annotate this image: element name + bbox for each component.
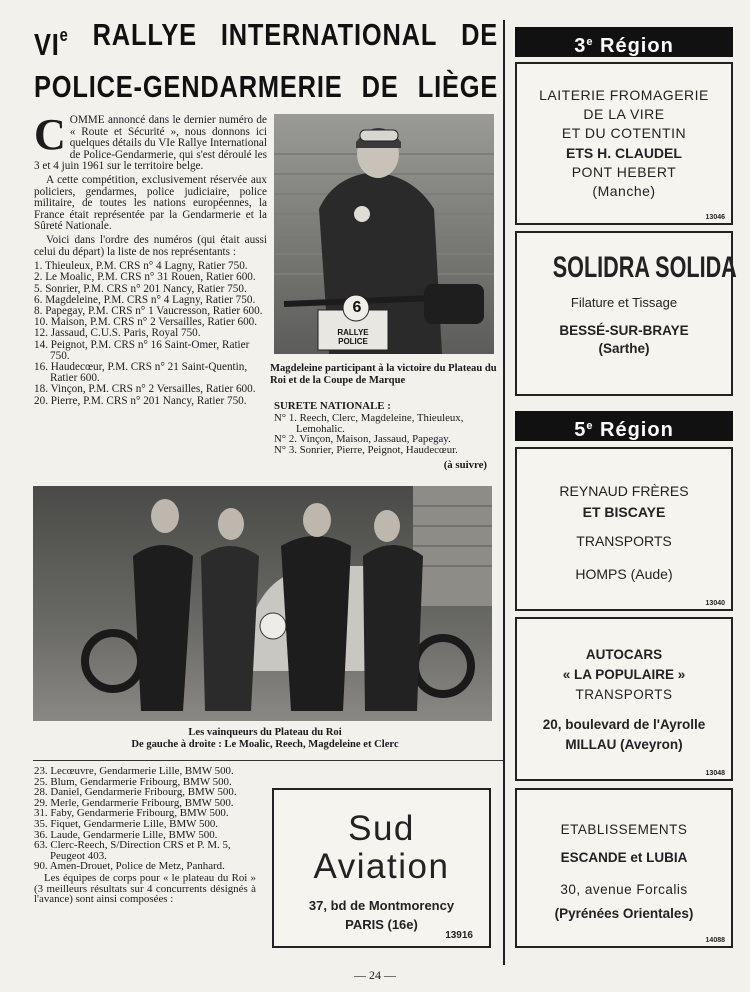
list-item: 1. Thieuleux, P.M. CRS n° 4 Lagny, Ratier 750.	[34, 260, 248, 273]
page-number: — 24 —	[354, 968, 396, 982]
ad-code: 13046	[705, 214, 725, 221]
list-item: 8. Papegay, P.M. CRS n° 1 Vaucresson, Ratier 600.	[34, 304, 263, 317]
headline-word: INTERNATIONAL	[220, 17, 438, 52]
ad-line: TRANSPORTS	[576, 533, 672, 549]
headline-word: POLICE-GENDARMERIE	[34, 69, 343, 104]
intro-paragraph: Voici dans l'ordre des numéros (qui était aussi celui du départ) la liste de nos représentants :	[34, 233, 267, 258]
intro-paragraph: COMME annoncé dans le dernier numéro de « Route et Sécurité », nous donnons ici quelques détails du VIe Rallye International de Police-Gendarmerie, qui s'est déroulé les 3 et 4 juin 1961 sur le territoire belge.	[34, 110, 267, 173]
list-item: 2. Le Moalic, P.M. CRS n° 31 Rouen, Ratier 600.	[34, 271, 256, 284]
ad-line: ETABLISSEMENTS	[560, 822, 688, 837]
intro-paragraph: A cette compétition, exclusivement réservée aux policiers, gendarmes, police judiciaire, police militaire, de toutes les nations européennes, la France était représentée par la Gendarmerie et la Sûreté Nationale.	[34, 173, 267, 233]
headline-word: DE	[461, 17, 499, 52]
ad-address: 37, bd de Montmorency PARIS (16e)	[308, 898, 455, 932]
ad-line: (Manche)	[592, 183, 656, 199]
list-item: 36. Laude, Gendarmerie Lille, BMW 500.	[34, 828, 218, 841]
list-item: 23. Lecœuvre, Gendarmerie Lille, BMW 500.	[34, 765, 234, 777]
ad-line: HOMPS (Aude)	[575, 566, 673, 582]
headline-word: VIe	[34, 25, 69, 62]
list-item: 28. Daniel, Gendarmerie Fribourg, BMW 500.	[34, 786, 237, 799]
team-line: N° 1. Reech, Clerc, Magdeleine, Thieuleux, Lemohalic.	[274, 411, 464, 435]
ad-line: 30, avenue Forcalis	[560, 882, 688, 897]
list-item: 90. Amen-Drouet, Police de Metz, Panhard.	[34, 860, 225, 873]
list-item: 20. Pierre, P.M. CRS n° 201 Nancy, Ratier 750.	[34, 394, 247, 407]
ad-code: 13916	[445, 930, 473, 941]
list-item: 5. Sonrier, P.M. CRS n° 201 Nancy, Ratier 750.	[34, 282, 247, 295]
drop-cap: C	[34, 110, 66, 159]
ad-line: ETS H. CLAUDEL	[566, 145, 682, 161]
ad-line: ET DU COTENTIN	[561, 125, 687, 141]
column-divider	[503, 20, 505, 965]
team-line: N° 2. Vinçon, Maison, Jassaud, Papegay.	[274, 433, 451, 446]
list-item: 18. Vinçon, P.M. CRS n° 2 Versailles, Ratier 600.	[34, 383, 256, 396]
article-intro	[34, 110, 267, 407]
list-item: 12. Jassaud, C.U.S. Paris, Royal 750.	[34, 327, 201, 340]
list-item: 10. Maison, P.M. CRS n° 2 Versailles, Ratier 600.	[34, 316, 258, 329]
photo-caption: Magdeleine participant à la victoire du Plateau du Roi et de la Coupe de Marque	[270, 363, 497, 386]
results-list	[34, 766, 256, 905]
ad-line: (Sarthe)	[598, 341, 650, 356]
region-banner-5: 5e Région	[515, 411, 733, 441]
ad-solidra	[515, 231, 737, 396]
ad-line: 20, boulevard de l'Ayrolle	[542, 717, 706, 732]
photo-caption	[40, 727, 490, 750]
ad-line: AUTOCARS	[585, 647, 663, 662]
ad-line: REYNAUD FRÈRES	[559, 483, 689, 499]
ad-line: « LA POPULAIRE »	[562, 667, 686, 682]
ad-line: (Pyrénées Orientales)	[554, 906, 694, 921]
caption-line: Les vainqueurs du Plateau du Roi	[188, 727, 342, 738]
ad-code: 13048	[705, 770, 725, 777]
ad-code: 13040	[705, 600, 725, 607]
list-item: 25. Blum, Gendarmerie Fribourg, BMW 500.	[34, 775, 232, 788]
photo-winners-group	[33, 486, 492, 721]
surete-teams	[274, 401, 499, 471]
ad-brand: SOLIDRA SOLIDA	[552, 251, 737, 284]
section-heading: SURETE NATIONALE :	[274, 400, 391, 412]
list-item: 16. Haudecœur, P.M. CRS n° 21 Saint-Quentin, Ratier 600.	[34, 360, 248, 385]
list-item: 14. Peignot, P.M. CRS n° 16 Saint-Omer, Ratier 750.	[34, 338, 250, 362]
list-item: 31. Faby, Gendarmerie Fribourg, BMW 500.	[34, 807, 229, 820]
team-line: N° 3. Sonrier, Pierre, Peignot, Haudecœur.	[274, 444, 458, 457]
ad-brand: Sud Aviation	[313, 809, 450, 886]
ad-line: TRANSPORTS	[575, 687, 673, 702]
continued-note: (à suivre)	[443, 458, 487, 471]
headline-word: DE	[361, 69, 399, 104]
ad-code: 14088	[705, 937, 725, 944]
plate-text: RALLYE POLICE	[337, 328, 369, 346]
ad-line: LAITERIE FROMAGERIE	[539, 87, 709, 103]
headline-word: LIÈGE	[417, 69, 499, 104]
plate-number: 6	[352, 299, 362, 316]
ad-line: DE LA VIRE	[583, 106, 665, 122]
ad-line: MILLAU (Aveyron)	[565, 737, 683, 752]
ad-sud-aviation	[272, 788, 491, 948]
article-headline	[34, 14, 498, 108]
ad-escande	[515, 788, 733, 948]
ad-line: ET BISCAYE	[582, 504, 666, 520]
headline-word: RALLYE	[92, 17, 197, 52]
photo-rider-magdeleine	[274, 114, 494, 354]
list-item: 35. Fiquet, Gendarmerie Lille, BMW 500.	[34, 817, 218, 830]
section-divider	[33, 760, 503, 761]
ad-autocars	[515, 617, 733, 781]
ad-line: PONT HEBERT	[571, 164, 677, 180]
ad-line: ESCANDE et LUBIA	[560, 850, 688, 865]
list-item: 29. Merle, Gendarmerie Fribourg, BMW 500.	[34, 796, 234, 809]
list-item: 63. Clerc-Reech, S/Direction CRS et P. M. 5, Peugeot 403.	[34, 839, 231, 862]
ad-reynaud	[515, 447, 733, 611]
ad-laiterie	[515, 62, 733, 225]
region-banner-3: 3e Région	[515, 27, 733, 57]
ad-line: BESSÉ-SUR-BRAYE	[559, 323, 689, 338]
ad-line: Filature et Tissage	[570, 295, 678, 310]
caption-line: De gauche à droite : Le Moalic, Reech, Magdeleine et Clerc	[131, 738, 399, 750]
list-item: 6. Magdeleine, P.M. CRS n° 4 Lagny, Ratier 750.	[34, 293, 256, 306]
results-paragraph: Les équipes de corps pour « le plateau du Roi » (3 meilleurs résultats sur 4 concurrents désignés à l'avance) sont ainsi composées :	[34, 871, 256, 906]
entrants-list	[34, 261, 267, 407]
